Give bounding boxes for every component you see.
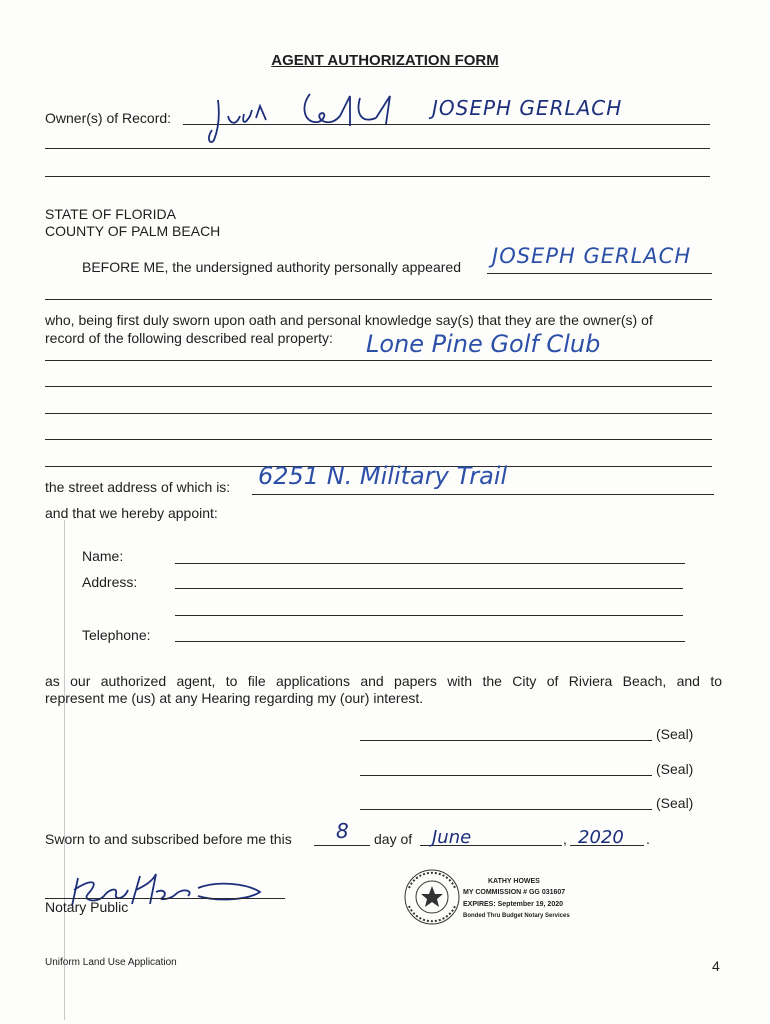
property-line-4	[45, 439, 712, 440]
sworn-line-2: record of the following described real property:	[45, 330, 333, 346]
owner-line-3	[45, 176, 710, 177]
notary-commission: MY COMMISSION # GG 031607	[463, 889, 566, 896]
street-line	[252, 494, 714, 495]
sworn-before-text: Sworn to and subscribed before me this	[45, 831, 292, 847]
telephone-label: Telephone:	[82, 627, 151, 643]
street-address: 6251 N. Military Trail	[258, 462, 508, 490]
appoint-text: and that we hereby appoint:	[45, 505, 218, 521]
county-text: COUNTY OF PALM BEACH	[45, 223, 221, 239]
appeared-line-2	[45, 299, 712, 300]
seal-label-3: (Seal)	[656, 795, 694, 811]
before-me-text: BEFORE ME, the undersigned authority personally appeared	[82, 259, 461, 275]
address-label: Address:	[82, 574, 138, 590]
owner-line-2	[45, 148, 710, 149]
authorized-line-1: as our authorized agent, to file applications and papers with the City of Riviera Beach, and to	[45, 673, 722, 689]
day-line	[314, 845, 370, 846]
seal-line-2	[360, 775, 652, 776]
name-label: Name:	[82, 548, 124, 564]
address-line-1	[175, 588, 683, 589]
form-title: AGENT AUTHORIZATION FORM	[271, 52, 499, 69]
appeared-line	[487, 273, 712, 274]
property-line-3	[45, 413, 712, 414]
owner-printed-name: JOSEPH GERLACH	[432, 96, 623, 120]
day-of-text: day of	[374, 831, 413, 847]
property-line-1	[45, 360, 712, 361]
property-line-2	[45, 386, 712, 387]
day-value: 8	[336, 819, 349, 843]
month-value: June	[432, 827, 472, 848]
property-description: Lone Pine Golf Club	[366, 330, 601, 358]
street-label: the street address of which is:	[45, 479, 231, 495]
page-number: 4	[712, 958, 720, 974]
seal-label-1: (Seal)	[656, 726, 694, 742]
date-comma: ,	[563, 831, 567, 847]
address-line-2	[175, 615, 683, 616]
owner-signature	[200, 86, 420, 148]
owner-label: Owner(s) of Record:	[45, 110, 172, 126]
notary-seal-icon	[403, 868, 461, 926]
seal-line-3	[360, 809, 652, 810]
footer-text: Uniform Land Use Application	[45, 957, 177, 968]
notary-name: KATHY HOWES	[488, 878, 540, 885]
authorized-line-2: represent me (us) at any Hearing regarding my (our) interest.	[45, 690, 424, 706]
appeared-name: JOSEPH GERLACH	[492, 244, 692, 268]
seal-label-2: (Seal)	[656, 761, 694, 777]
year-value: 2020	[578, 827, 624, 848]
state-text: STATE OF FLORIDA	[45, 206, 176, 222]
sworn-line-1: who, being first duly sworn upon oath and personal knowledge say(s) that they are the owner(s) of	[45, 312, 653, 328]
notary-label: Notary Public	[45, 899, 129, 915]
notary-bonded: Bonded Thru Budget Notary Services	[463, 913, 570, 919]
telephone-line	[175, 641, 685, 642]
scan-margin-line	[64, 520, 65, 1020]
date-period: .	[646, 831, 650, 847]
seal-line-1	[360, 740, 652, 741]
notary-expires: EXPIRES: September 19, 2020	[463, 901, 563, 908]
name-line	[175, 563, 685, 564]
